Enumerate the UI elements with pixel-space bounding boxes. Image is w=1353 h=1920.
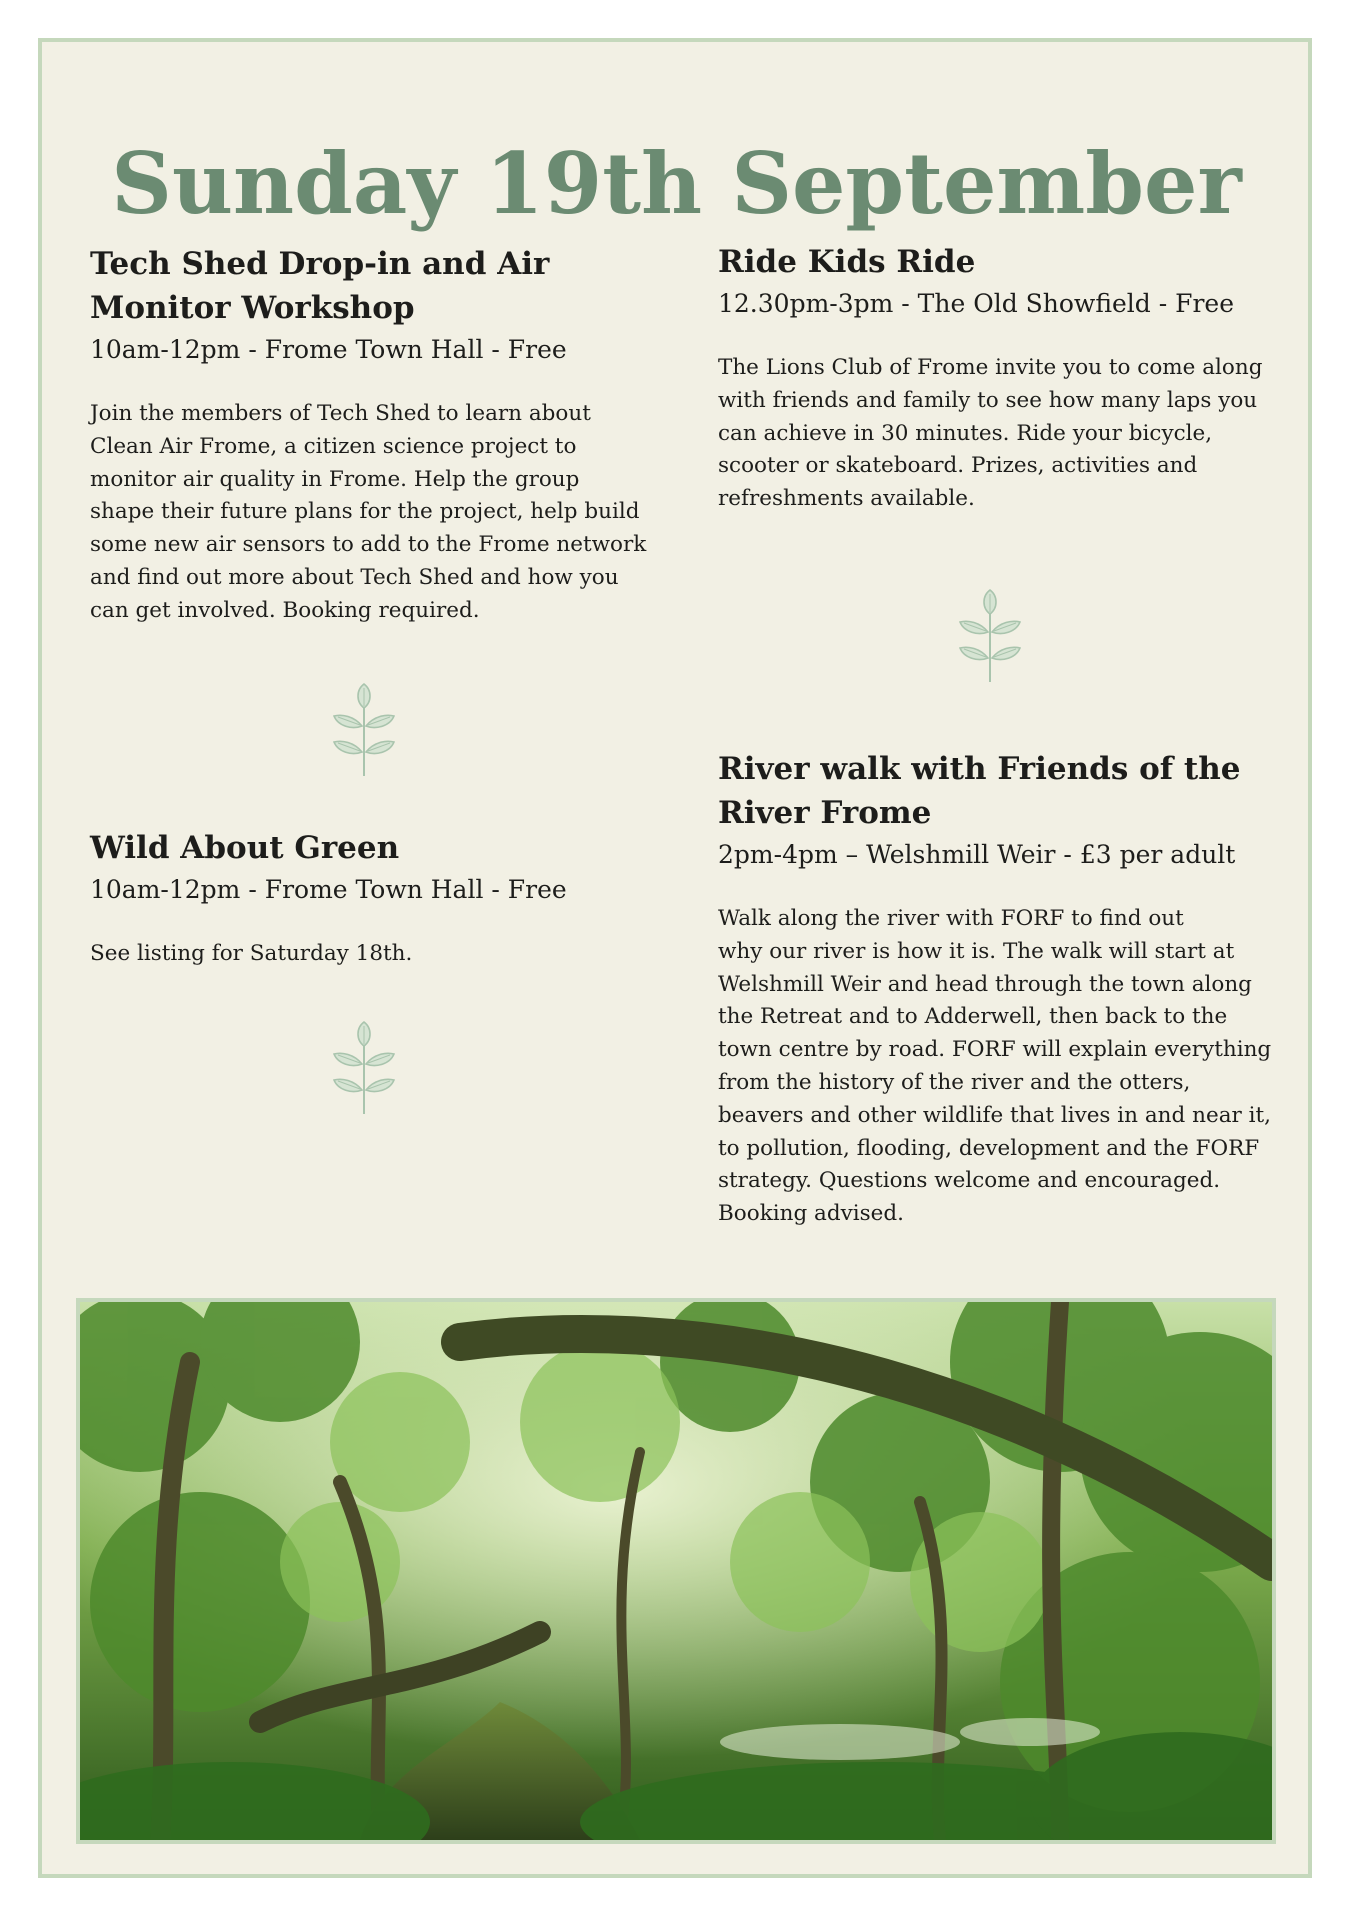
desc-line: can get involved. Booking required. bbox=[90, 597, 480, 623]
desc-line: shape their future plans for the project, help build bbox=[90, 499, 640, 525]
leaf-sprig-icon bbox=[322, 682, 406, 778]
desc-line: scooter or skateboard. Prizes, activities and bbox=[718, 453, 1198, 479]
event-title bbox=[718, 747, 1318, 835]
leaf-sprig-icon bbox=[322, 1020, 406, 1116]
event-meta: 10am-12pm - Frome Town Hall - Free bbox=[90, 875, 567, 904]
event-title bbox=[90, 242, 670, 330]
desc-line: monitor air quality in Frome. Help the group bbox=[90, 466, 580, 492]
event-title bbox=[718, 240, 1308, 284]
desc-line: town centre by road. FORF will explain everything bbox=[718, 1037, 1272, 1063]
event-meta: 10am-12pm - Frome Town Hall - Free bbox=[90, 335, 567, 364]
desc-line: See listing for Saturday 18th. bbox=[90, 941, 413, 966]
event-title-line: River Frome bbox=[718, 795, 932, 831]
desc-line: can achieve in 30 minutes. Ride your bicycle, bbox=[718, 420, 1213, 446]
event-title-line: Wild About Green bbox=[90, 830, 400, 866]
desc-line: from the history of the river and the otters, bbox=[718, 1069, 1191, 1095]
event-meta: 2pm-4pm – Welshmill Weir - £3 per adult bbox=[718, 840, 1236, 869]
event-description bbox=[90, 398, 670, 628]
event-description bbox=[718, 352, 1308, 516]
event-description bbox=[90, 938, 670, 971]
event-ride-kids-ride bbox=[718, 240, 1308, 516]
desc-line: the Retreat and to Adderwell, then back to the bbox=[718, 1004, 1228, 1030]
woodland-river-illustration bbox=[80, 1302, 1272, 1840]
leaf-sprig-icon bbox=[948, 588, 1032, 684]
event-description bbox=[718, 903, 1318, 1231]
event-title-line: Monitor Workshop bbox=[90, 290, 415, 326]
desc-line: Clean Air Frome, a citizen science project to bbox=[90, 433, 577, 459]
desc-line: refreshments available. bbox=[718, 486, 975, 512]
event-title-line: Ride Kids Ride bbox=[718, 244, 976, 280]
desc-line: with friends and family to see how many laps you bbox=[718, 387, 1258, 413]
desc-line: and find out more about Tech Shed and how you bbox=[90, 564, 619, 590]
event-meta: 12.30pm-3pm - The Old Showfield - Free bbox=[718, 289, 1235, 318]
desc-line: to pollution, flooding, development and the FORF bbox=[718, 1135, 1260, 1161]
desc-line: The Lions Club of Frome invite you to come along bbox=[718, 355, 1263, 380]
event-title bbox=[90, 826, 670, 870]
desc-line: Walk along the river with FORF to find out bbox=[718, 906, 1184, 931]
desc-line: beavers and other wildlife that lives in and near it, bbox=[718, 1102, 1271, 1128]
event-tech-shed bbox=[90, 242, 670, 628]
desc-line: strategy. Questions welcome and encouraged. bbox=[718, 1168, 1221, 1194]
desc-line: Welshmill Weir and head through the town along bbox=[718, 971, 1252, 997]
event-river-walk bbox=[718, 747, 1318, 1231]
event-wild-about-green bbox=[90, 826, 670, 971]
event-title-line: River walk with Friends of the bbox=[718, 751, 1241, 787]
desc-line: Join the members of Tech Shed to learn about bbox=[90, 401, 591, 426]
desc-line: why our river is how it is. The walk will start at bbox=[718, 938, 1235, 964]
desc-line: Booking advised. bbox=[718, 1201, 904, 1227]
page-title: Sunday 19th September bbox=[111, 134, 1242, 234]
event-title-line: Tech Shed Drop-in and Air bbox=[90, 246, 550, 282]
desc-line: some new air sensors to add to the Frome network bbox=[90, 532, 647, 558]
woodland-river-photo bbox=[76, 1298, 1276, 1844]
